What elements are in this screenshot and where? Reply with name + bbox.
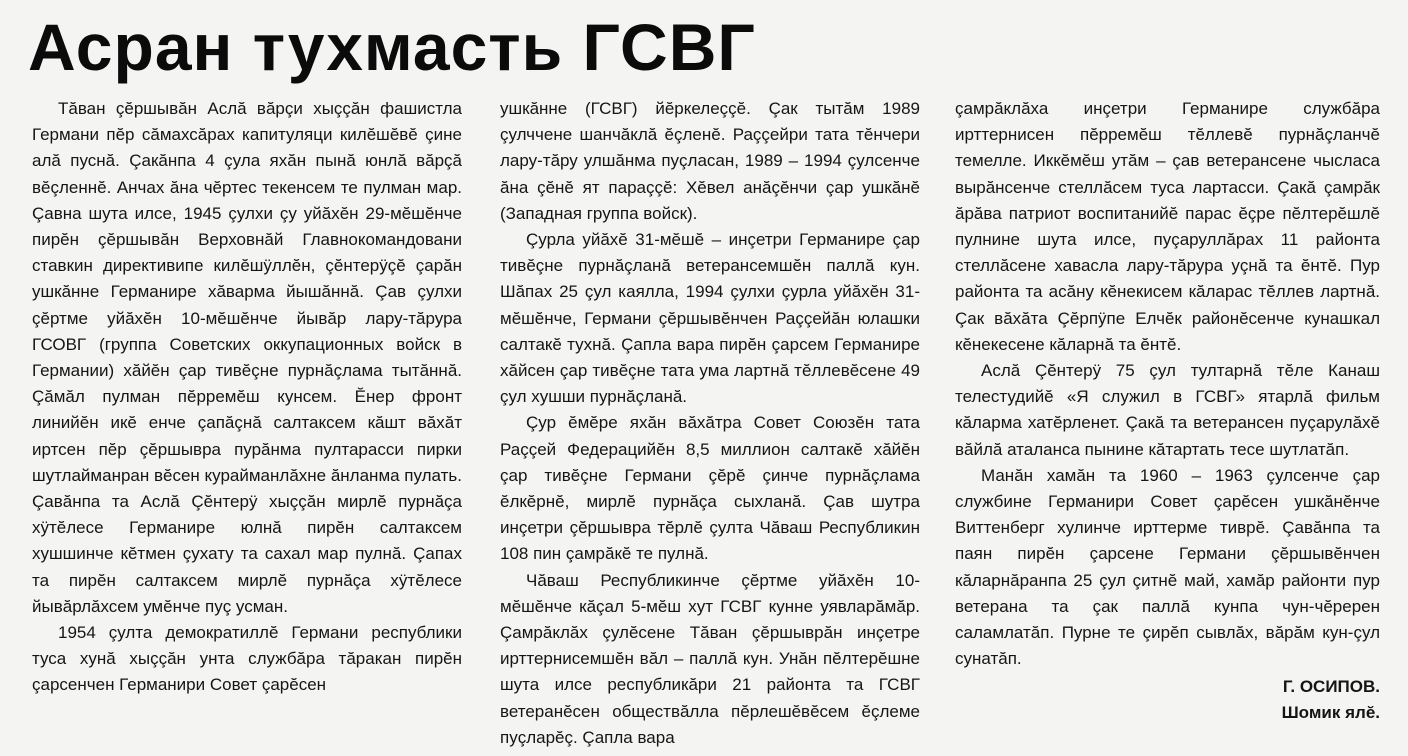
paragraph: Тăван çĕршывăн Аслă вăрçи хыççăн фашистла Германи пĕр сăмахсăрах капитуляци килĕшĕвĕ çине алă пуснă. Çакăнпа 4 çула яхăн пынă юнлă вăрçă вĕçленнĕ. Анчах ăна чĕртес текенсем те пулман мар. Çавна шута илсе, 1945 çулхи çу уйăхĕн 29-мĕшĕнче пирĕн çĕршывăн Верховнăй Главнокомандовани ставкин директивипе килĕшÿллĕн, çĕнтерÿçĕ çарăн ушкăнне Германире хăварма йышăннă. Çав çулхи çĕртме уйăхĕн 10-мĕшĕнче йывăр лару-тăрура ГСОВГ (группа Советских оккупационных войск в Германии) хăйĕн çар тивĕçне пурнăçлама тытăннă. Çăмăл пулман пĕрремĕш кунсем. Ĕнер фронт линийĕн икĕ енче çапăçнă салтаксем кăшт вăхăт иртсен пĕр çĕршывра пурăнма пултарасси пирки шутлайманран вĕсен курайманлăхне ăнланма пулать. Çавăнпа та Аслă Çĕнтерÿ хыççăн мирлĕ пурнăçа хÿтĕлесе Германире юлнă пирĕн салтаксем хушшинче кĕтмен çухату та сахал мар пулнă. Çапах та пирĕн салтаксем мирлĕ пурнăçа хÿтĕлесе йывăрлăхсем умĕнче пуç усман.: [32, 99, 463, 616]
paragraph: Çур ĕмĕре яхăн вăхăтра Совет Союзĕн тата Раççей Федерацийĕн 8,5 миллион салтакĕ хăйĕн çар тивĕçне Германи çĕрĕ çинче пурнăçлама ĕлкĕрнĕ, мирлĕ пурнăçа сыхланă. Çав шутра инçетри çĕршывра тĕрлĕ çулта Чăваш Республикин 108 пин çамрăкĕ те пулнă.: [500, 413, 920, 564]
article-column-1: [32, 96, 462, 699]
paragraph: 1954 çулта демократиллĕ Германи республики туса хунă хыççăн унта службăра тăракан пирĕн çарсенчен Германири Совет çарĕсен: [32, 623, 462, 695]
article-column-3: [955, 96, 1380, 726]
article-column-2: [500, 96, 920, 751]
paragraph: Чăваш Республикинче çĕртме уйăхĕн 10-мĕшĕнче кăçал 5-мĕш хут ГСВГ кунне уявларăмăр. Çамрăклăх çулĕсене Тăван çĕршыврăн инçетре ирттернисемшĕн вăл – паллă кун. Унăн пĕлтерĕшне шута илсе республикăри 21 районта та ГСВГ ветеранĕсен обществăлла пĕрлешĕвĕсем ĕçлеме пуçларĕç. Çапла вара: [500, 570, 920, 747]
author-location: Шомик ялĕ.: [1281, 703, 1380, 723]
paragraph: Çурла уйăхĕ 31-мĕшĕ – инçетри Германире çар тивĕçне пурнăçланă ветерансемшĕн паллă кун. Шăпах 25 çул каялла, 1994 çулхи çурла уйăхĕн 31-мĕшĕнче, Германи çĕршывĕнчен Раççейăн юлашки салтакĕ тухнă. Çапла вара пирĕн çарсем Германире хăйсен çар тивĕçне тата ума лартнă тĕллевĕсене 49 çул хушши пурнăçланă.: [500, 230, 920, 407]
paragraph: Аслă Çĕнтерÿ 75 çул тултарнă тĕле Канаш телестудийĕ «Я служил в ГСВГ» ятарлă фильм кăларма хатĕрленет. Çакă та ветерансен пуçарулăхĕ вăйлă аталанса пынине кăтартать тесе шутлатăп.: [955, 361, 1380, 459]
author-signature: Г. ОСИПОВ.: [1282, 677, 1380, 697]
paragraph-continued: çамрăклăха инçетри Германире службăра ирттернисен пĕрремĕш тĕллевĕ пурнăçланчĕ темелле. Иккĕмĕш утăм – çав ветерансене чысласа вырăнсенче стеллăсем туса лартасси. Çакă çамрăк ăрăва патриот воспитанийĕ парас ĕçре пĕлтерĕшлĕ пулнине шута илсе, пуçаруллăрах 11 районта стеллăсене хавасла лару-тăрура уçнă та ĕнтĕ. Пур районта та асăну кĕнекисем кăларас тĕллев лартнă. Çак вăхăта Çĕрпÿпе Елчĕк районĕсенче кунашкал кĕнекесене кăларнă та ĕнтĕ.: [955, 99, 1380, 354]
paragraph-continued: ушкăнне (ГСВГ) йĕркелеççĕ. Çак тытăм 1989 çулччене шанчăклă ĕçленĕ. Раççейри тата тĕнчери лару-тăру улшăнма пуçласан, 1989 – 1994 çулсенче ăна çĕнĕ ят параççĕ: Хĕвел анăçĕнчи çар ушкăнĕ (Западная группа войск).: [500, 99, 920, 223]
paragraph: Манăн хамăн та 1960 – 1963 çулсенче çар службине Германири Совет çарĕсен ушкăнĕнче Виттенберг хулинче ирттерме тиврĕ. Çавăнпа та паян пирĕн çарсене Германи çĕршывĕнчен кăларнăранпа 25 çул çитнĕ май, хамăр районти пур ветерана та çак паллă кунпа чун-чĕререн саламлатăп. Пурне те çирĕп сывлăх, вăрăм кун-çул сунатăп.: [955, 465, 1380, 669]
article-title: Асран тухмасть ГСВГ: [28, 10, 756, 84]
